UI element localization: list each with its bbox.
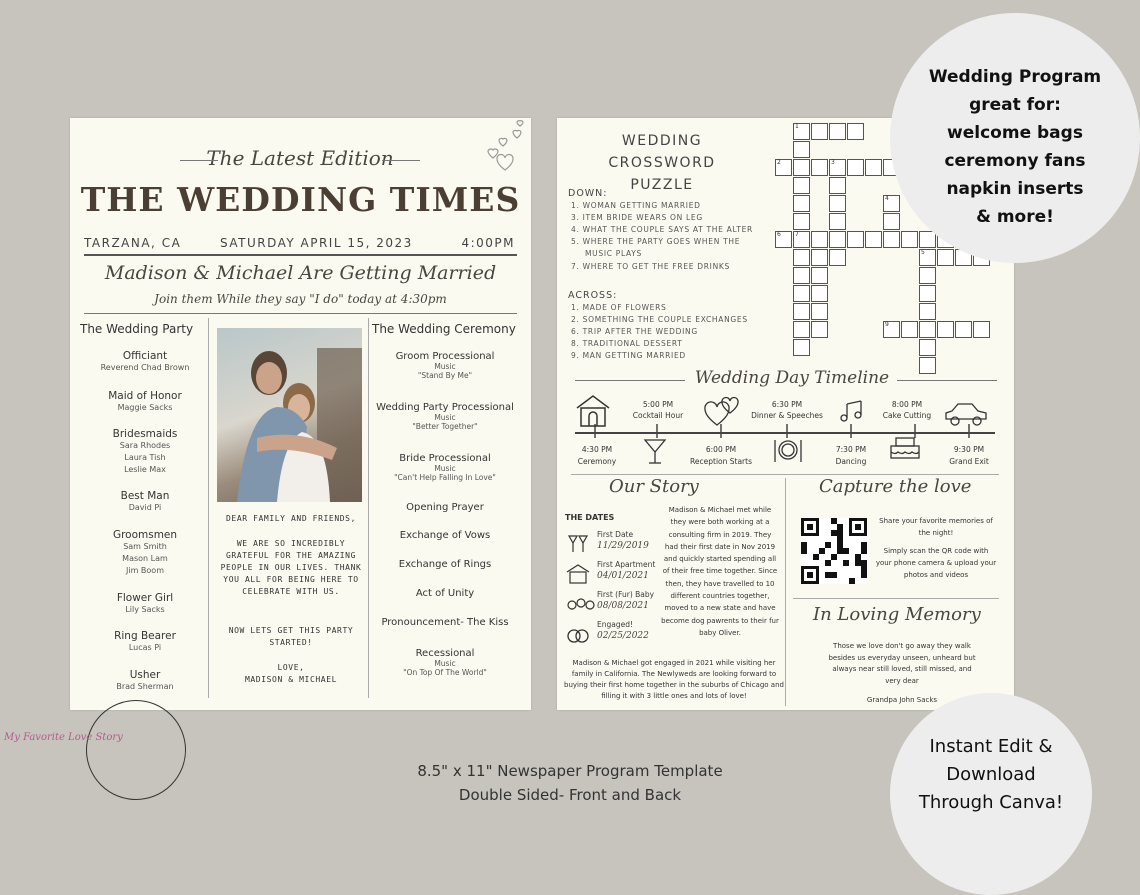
timeline-event — [623, 399, 693, 421]
logo-circle — [86, 700, 186, 800]
story-engagement-paragraph: Madison & Michael got engaged in 2021 while visiting her family in California. The Newlyweds are looking forward to buying their first home together in the suburbs of Chicago and filling it with 3 little ones and lots of love! — [564, 659, 784, 700]
crossword-cell[interactable] — [811, 231, 828, 248]
timeline-time: 4:30 PM — [581, 445, 613, 454]
party-name: Brad Sherman — [116, 682, 174, 691]
timeline-label: Reception Starts — [690, 457, 752, 466]
ceremony-title: Bride Processional — [399, 453, 491, 464]
edition-label: The Latest Edition — [170, 146, 430, 170]
uses-line: ceremony fans — [944, 151, 1086, 171]
qr-module — [837, 548, 843, 554]
qr-module — [861, 560, 867, 566]
crossword-title: WEDDING CROSSWORD PUZZLE — [608, 133, 716, 193]
dateline-location: TARZANA, CA — [84, 236, 182, 250]
crossword-cell[interactable] — [793, 213, 810, 230]
qr-module — [837, 530, 843, 536]
uses-list — [890, 63, 1140, 231]
date-item — [565, 620, 661, 650]
section-rule — [84, 313, 517, 314]
uses-line: welcome bags — [947, 123, 1083, 143]
column-divider-right — [368, 318, 369, 698]
uses-line: & more! — [976, 207, 1054, 227]
program-front-page — [70, 118, 531, 710]
timeline-time: 5:00 PM — [642, 400, 674, 409]
canva-line: Download — [946, 764, 1036, 785]
date-label: First Apartment — [597, 560, 656, 569]
crossword-cell[interactable] — [811, 267, 828, 284]
party-group — [80, 428, 210, 476]
ceremony-item — [370, 402, 520, 431]
crossword-cell[interactable] — [919, 267, 936, 284]
timeline-event — [867, 399, 947, 421]
qr-code-icon[interactable] — [801, 518, 867, 584]
qr-module — [813, 554, 819, 560]
canva-text — [890, 733, 1092, 817]
masthead-rule — [84, 254, 517, 256]
party-name: Maggie Sacks — [117, 403, 173, 412]
ceremony-item — [370, 617, 520, 628]
timeline-label: Dancing — [835, 457, 867, 466]
across-clue: 8. TRADITIONAL DESSERT — [571, 339, 683, 348]
ceremony-heading: The Wedding Ceremony — [372, 322, 516, 336]
ceremony-song: "Better Together" — [412, 422, 478, 431]
date-label: Engaged! — [597, 620, 633, 629]
letter-names: MADISON & MICHAEL — [244, 675, 338, 684]
uses-line: Wedding Program — [928, 67, 1102, 87]
crossword-cell[interactable] — [793, 339, 810, 356]
down-clue: 7. WHERE TO GET THE FREE DRINKS — [571, 262, 730, 271]
timeline-time: 9:30 PM — [953, 445, 985, 454]
ceremony-song: "Can't Help Falling In Love" — [394, 473, 496, 482]
footer-line-2: Double Sided- Front and Back — [458, 786, 682, 804]
footer-line-1: 8.5" x 11" Newspaper Program Template — [417, 762, 723, 780]
ceremony-item — [370, 502, 520, 513]
crossword-number: 2 — [777, 159, 781, 166]
qr-module — [837, 542, 843, 548]
qr-module — [861, 572, 867, 578]
letter-closing: NOW LETS GET THIS PARTY STARTED! — [228, 626, 354, 647]
ceremony-item — [370, 530, 520, 541]
cake-icon — [887, 432, 923, 462]
ceremony-title: Wedding Party Processional — [376, 402, 514, 413]
date-item — [565, 560, 661, 590]
capture-line-1: Share your favorite memories of the night! — [879, 517, 993, 537]
party-role: Bridesmaids — [112, 428, 178, 440]
canva-bubble — [890, 693, 1092, 895]
canva-line: Instant Edit & — [929, 736, 1053, 757]
crossword-cell[interactable] — [847, 159, 864, 176]
qr-module — [837, 536, 843, 542]
plate-icon — [771, 436, 805, 464]
timeline-label: Ceremony — [577, 457, 617, 466]
crossword-cell[interactable] — [829, 213, 846, 230]
ceremony-item — [370, 648, 520, 677]
ceremony-item — [370, 588, 520, 599]
ceremony-item — [370, 453, 520, 482]
cocktail-icon — [643, 436, 667, 466]
crossword-number: 1 — [795, 123, 799, 130]
couple-photo — [217, 328, 362, 502]
crossword-cell[interactable] — [919, 357, 936, 374]
party-name: Leslie Max — [124, 465, 166, 474]
party-group — [80, 630, 210, 654]
party-group — [80, 669, 210, 693]
crossword-cell[interactable] — [883, 231, 900, 248]
qr-module — [831, 554, 837, 560]
wedding-party-heading: The Wedding Party — [80, 322, 194, 336]
down-clue: 5. WHERE THE PARTY GOES WHEN THE — [571, 237, 741, 246]
ceremony-song: "On Top Of The World" — [403, 668, 487, 677]
qr-module — [807, 572, 813, 578]
date-value: 04/01/2021 — [597, 571, 649, 581]
date-label: First (Fur) Baby — [597, 590, 655, 599]
timeline-title: Wedding Day Timeline — [694, 368, 890, 388]
crossword-cell[interactable] — [847, 231, 864, 248]
party-role: Groomsmen — [112, 529, 178, 541]
ceremony-title: Pronouncement- The Kiss — [381, 617, 509, 628]
across-clue: 9. MAN GETTING MARRIED — [571, 351, 686, 360]
timeline-bottom-rule — [571, 474, 999, 475]
crossword-cell[interactable] — [793, 195, 810, 212]
paws-icon — [565, 592, 595, 616]
date-value: 02/25/2022 — [597, 631, 649, 641]
memory-poem: Those we love don't go away they walk besides us everyday unseen, unheard but always near still loved, still missed, and very dear — [828, 642, 976, 685]
couple-photo-illustration — [217, 328, 362, 502]
crossword-number: 6 — [777, 231, 781, 238]
timeline-title-rule-left — [575, 380, 685, 381]
crossword-number: 9 — [885, 321, 889, 328]
crossword-number: 5 — [921, 249, 925, 256]
dateline-time: 4:00PM — [461, 236, 515, 250]
party-name: Mason Lam — [122, 554, 168, 563]
timeline-event — [681, 444, 761, 468]
party-role: Usher — [129, 669, 161, 681]
rings-icon — [565, 622, 591, 646]
party-group — [80, 592, 210, 616]
timeline-time: 6:00 PM — [705, 445, 737, 454]
party-name: Lucas Pi — [128, 643, 162, 652]
crossword-cell[interactable] — [847, 123, 864, 140]
date-label: First Date — [597, 530, 634, 539]
crossword-cell[interactable] — [793, 141, 810, 158]
crossword-cell[interactable] — [973, 321, 990, 338]
qr-module — [825, 572, 831, 578]
letter-signoff: LOVE, — [277, 663, 305, 672]
qr-module — [825, 542, 831, 548]
timeline-time: 7:30 PM — [835, 445, 867, 454]
crossword-cell[interactable] — [937, 249, 954, 266]
timeline-label: Cake Cutting — [882, 411, 932, 420]
canva-line: Through Canva! — [918, 792, 1064, 813]
down-clue: 3. ITEM BRIDE WEARS ON LEG — [571, 213, 703, 222]
qr-module — [861, 548, 867, 554]
crossword-cell[interactable] — [919, 285, 936, 302]
uses-bubble — [890, 13, 1140, 263]
across-clue: 2. SOMETHING THE COUPLE EXCHANGES — [571, 315, 748, 324]
party-name: David Pi — [128, 503, 162, 512]
letter-greeting: DEAR FAMILY AND FRIENDS, — [226, 514, 356, 523]
crossword-cell[interactable] — [865, 159, 882, 176]
party-group — [80, 390, 210, 414]
party-name: Reverend Chad Brown — [100, 363, 190, 372]
crossword-cell[interactable] — [811, 303, 828, 320]
party-role: Maid of Honor — [108, 390, 182, 402]
ceremony-label: Music — [434, 362, 456, 371]
masthead-title: THE WEDDING TIMES — [80, 180, 521, 219]
ceremony-item — [370, 351, 520, 380]
date-value: 08/08/2021 — [597, 601, 649, 611]
dates-list — [565, 530, 661, 650]
crossword-cell[interactable] — [955, 321, 972, 338]
crossword-cell[interactable] — [793, 249, 810, 266]
crossword-number: 3 — [831, 159, 835, 166]
timeline-label: Cocktail Hour — [632, 411, 684, 420]
party-role: Officiant — [122, 350, 168, 362]
across-heading: ACROSS: — [568, 290, 618, 301]
dateline-date: SATURDAY APRIL 15, 2023 — [220, 236, 413, 250]
crossword-number: 7 — [795, 231, 799, 238]
qr-module — [837, 524, 843, 530]
party-role: Flower Girl — [116, 592, 174, 604]
timeline-event — [937, 444, 1001, 468]
ceremony-item — [370, 559, 520, 570]
across-clue: 1. MADE OF FLOWERS — [571, 303, 667, 312]
hearts-icon — [475, 118, 531, 188]
qr-module — [801, 542, 807, 548]
crossword-cell[interactable] — [811, 249, 828, 266]
qr-module — [819, 548, 825, 554]
ceremony-label: Music — [434, 413, 456, 422]
qr-module — [855, 560, 861, 566]
crossword-cell[interactable] — [829, 123, 846, 140]
crossword-cell[interactable] — [793, 321, 810, 338]
chapel-icon — [575, 394, 611, 428]
crossword-cell[interactable] — [793, 159, 810, 176]
ceremony-title: Act of Unity — [415, 588, 475, 599]
uses-line: napkin inserts — [946, 179, 1084, 199]
party-name: Sam Smith — [123, 542, 167, 551]
timeline-event — [747, 399, 827, 421]
qr-module — [861, 542, 867, 548]
crossword-cell[interactable] — [811, 285, 828, 302]
timeline-event — [567, 444, 627, 468]
crossword-cell[interactable] — [919, 321, 936, 338]
timeline-label: Grand Exit — [949, 457, 989, 466]
qr-module — [825, 560, 831, 566]
crossword-cell[interactable] — [937, 321, 954, 338]
timeline-event — [821, 444, 881, 468]
crossword-cell[interactable] — [793, 303, 810, 320]
down-heading: DOWN: — [568, 188, 608, 199]
ceremony-title: Exchange of Rings — [398, 559, 492, 570]
ceremony-title: Opening Prayer — [406, 502, 484, 513]
qr-module — [831, 518, 837, 524]
crossword-cell[interactable] — [901, 231, 918, 248]
crossword-cell[interactable] — [829, 231, 846, 248]
capture-line-2: Simply scan the QR code with your phone camera & upload your photos and videos — [875, 547, 997, 579]
memory-rule — [793, 598, 999, 599]
crossword-cell[interactable] — [829, 195, 846, 212]
memory-title: In Loving Memory — [813, 604, 981, 625]
crossword-cell[interactable] — [793, 285, 810, 302]
story-paragraph: Madison & Michael met while they were both working at a consulting firm in 2019. They had their first date in Nov 2019 and quickly started spending all of their free time together. Since then, they have travelled to 10 different countries together, moved to a new state and have become dog pawrents to their fur baby Oliver. — [661, 506, 779, 637]
party-role: Best Man — [120, 490, 170, 502]
crossword-cell[interactable] — [829, 177, 846, 194]
qr-module — [843, 560, 849, 566]
qr-module — [807, 524, 813, 530]
qr-module — [801, 548, 807, 554]
crossword-cell[interactable] — [919, 339, 936, 356]
party-name: Jim Boom — [126, 566, 164, 575]
capture-instructions — [875, 515, 997, 581]
dates-heading: THE DATES — [565, 513, 615, 522]
ceremony-title: Groom Processional — [395, 351, 495, 362]
ceremony-title: Exchange of Vows — [399, 530, 491, 541]
across-clue: 6. TRIP AFTER THE WEDDING — [571, 327, 698, 336]
qr-module — [861, 566, 867, 572]
crossword-cell[interactable] — [793, 177, 810, 194]
down-clue: MUSIC PLAYS — [585, 249, 643, 258]
crossword-cell[interactable] — [865, 231, 882, 248]
crossword-cell[interactable] — [829, 249, 846, 266]
party-group — [80, 529, 210, 577]
timeline-time: 6:30 PM — [771, 400, 803, 409]
crossword-cell[interactable] — [811, 159, 828, 176]
crossword-cell[interactable] — [919, 303, 936, 320]
party-group — [80, 350, 210, 374]
ceremony-label: Music — [434, 464, 456, 473]
date-icon — [565, 532, 591, 556]
subheadline: Join them While they say "I do" today at 4:30pm — [154, 292, 447, 306]
story-divider — [785, 478, 786, 706]
crossword-number: 4 — [885, 195, 889, 202]
headline: Madison & Michael Are Getting Married — [104, 262, 497, 284]
party-name: Lily Sacks — [125, 605, 165, 614]
qr-module — [849, 578, 855, 584]
down-clue: 4. WHAT THE COUPLE SAYS AT THE ALTER — [571, 225, 753, 234]
music-notes-icon — [837, 398, 871, 424]
timeline-label: Dinner & Speeches — [751, 411, 823, 420]
timeline-time: 8:00 PM — [891, 400, 923, 409]
story-title: Our Story — [609, 476, 699, 497]
ceremony-song: "Stand By Me" — [417, 371, 473, 380]
letter-body: WE ARE SO INCREDIBLY GRATEFUL FOR THE AMAZING PEOPLE IN OUR LIVES. THANK YOU ALL FOR BEING HERE TO CELEBRATE WITH US. — [220, 539, 362, 596]
party-group — [80, 490, 210, 514]
logo-text: My Favorite Love Story — [4, 732, 123, 743]
timeline-title-rule-right — [897, 380, 997, 381]
qr-module — [831, 572, 837, 578]
memory-name: Grandpa John Sacks — [866, 696, 938, 704]
party-role: Ring Bearer — [114, 630, 176, 642]
qr-module — [855, 554, 861, 560]
crossword-cell[interactable] — [811, 321, 828, 338]
ceremony-title: Recessional — [415, 648, 475, 659]
date-value: 11/29/2019 — [597, 541, 649, 551]
crossword-cell[interactable] — [793, 267, 810, 284]
date-item — [565, 590, 661, 620]
apartment-icon — [565, 562, 591, 586]
uses-line: great for: — [969, 95, 1061, 115]
date-item — [565, 530, 661, 560]
qr-module — [831, 530, 837, 536]
ceremony-label: Music — [434, 659, 456, 668]
crossword-cell[interactable] — [901, 321, 918, 338]
qr-module — [843, 548, 849, 554]
party-name: Sara Rhodes — [119, 441, 171, 450]
capture-title: Capture the love — [819, 476, 972, 497]
qr-module — [855, 524, 861, 530]
party-name: Laura Tish — [124, 453, 166, 462]
crossword-cell[interactable] — [811, 123, 828, 140]
down-clue: 1. WOMAN GETTING MARRIED — [571, 201, 701, 210]
car-icon — [943, 402, 989, 428]
heart-balloon-icon — [703, 393, 743, 429]
